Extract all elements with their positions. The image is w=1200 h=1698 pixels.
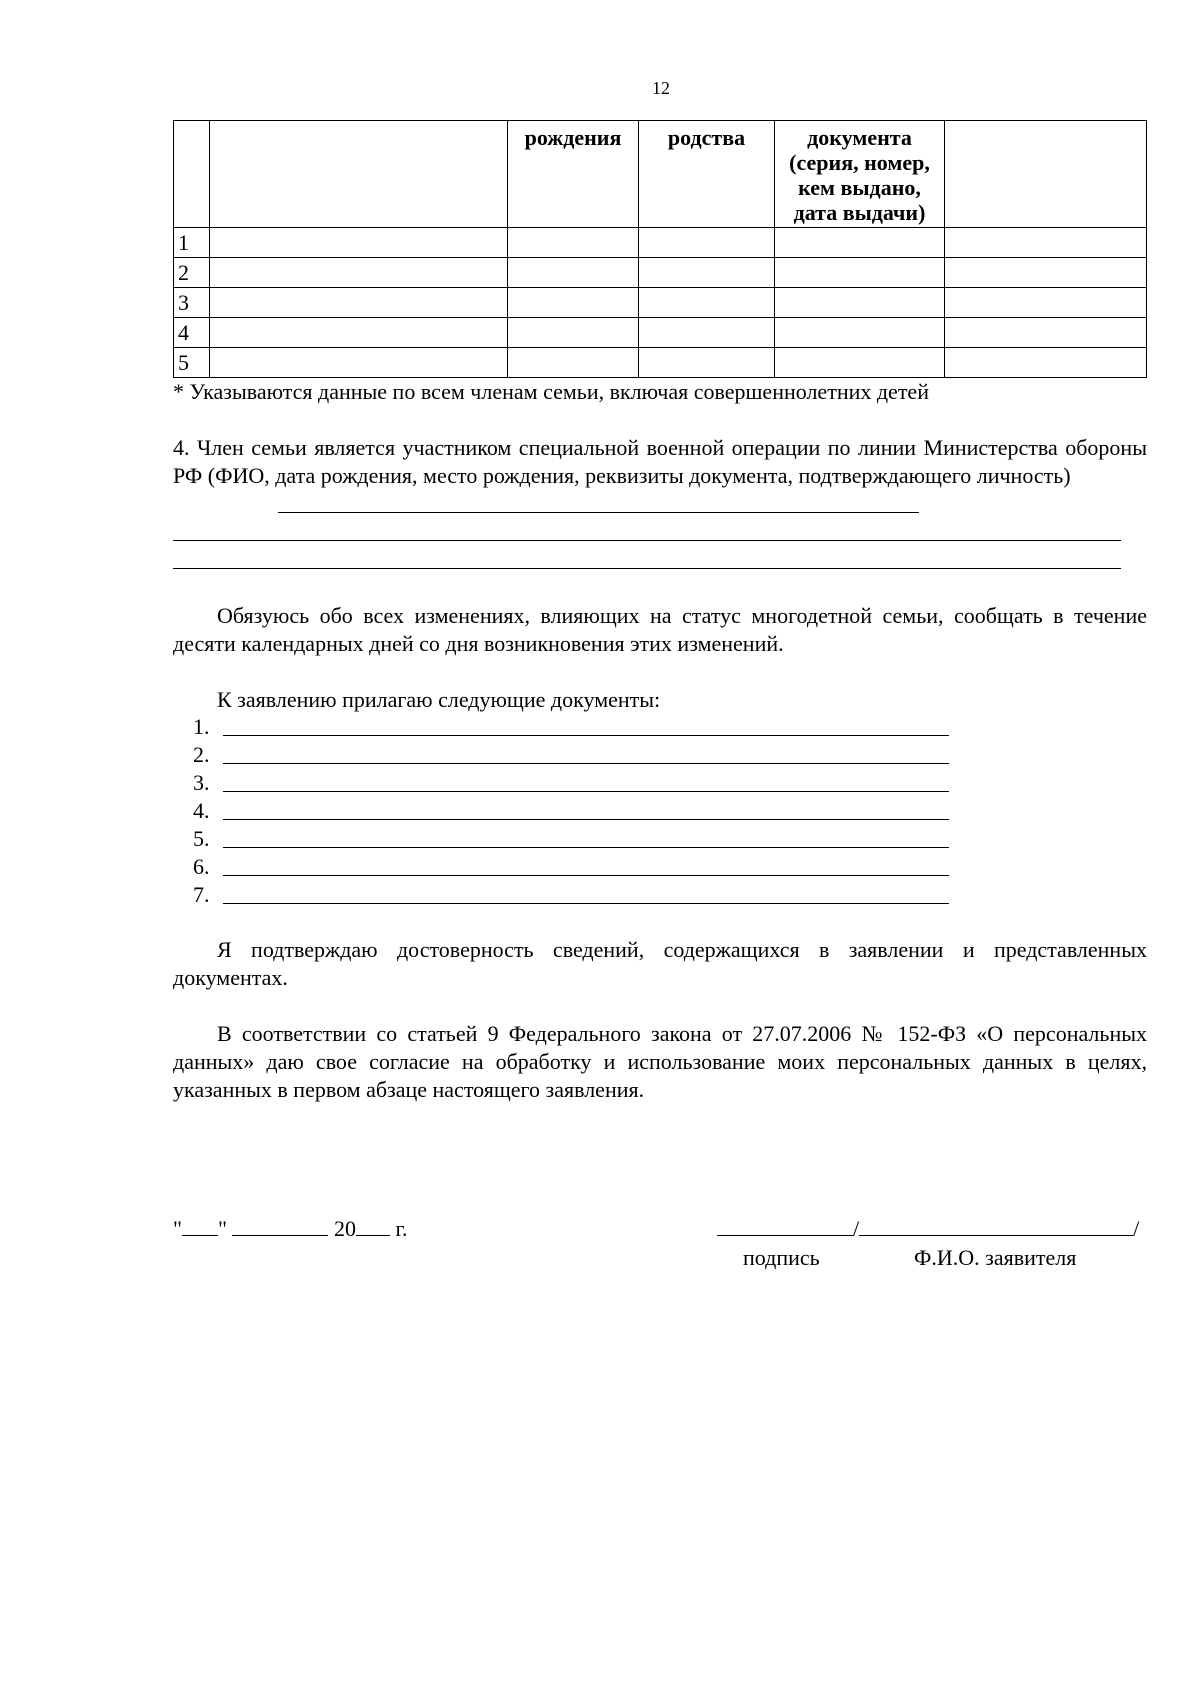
attachments-intro: К заявлению прилагаю следующие документы: [217,687,661,712]
applicant-name-caption: Ф.И.О. заявителя [914,1245,1077,1270]
table-cell[interactable] [508,258,639,288]
attachment-item[interactable] [193,825,221,853]
obligation-paragraph: Обязуюсь обо всех изменениях, влияющих на статус многодетной семьи, сообщать в течение десяти календарных дней со дня возникновения этих изменений. [173,603,1147,656]
header-cell-extra [945,121,1147,228]
attachment-fill-line[interactable] [223,763,949,764]
attachment-fill-line[interactable] [223,791,949,792]
attachment-number: 5. [193,826,210,851]
attachment-number: 2. [193,742,210,767]
signature-slash-1: / [853,1216,860,1241]
table-cell[interactable] [210,228,508,258]
attachment-fill-line[interactable] [223,819,949,820]
table-cell[interactable] [775,228,945,258]
table-cell[interactable] [945,228,1147,258]
table-cell[interactable] [508,288,639,318]
item-4-paragraph: 4. Член семьи является участником специальной военной операции по линии Министерства обороны РФ (ФИО, дата рождения, место рождения, реквизиты документа, подтверждающего личность) [173,435,1147,488]
table-cell[interactable] [210,258,508,288]
date-month-blank[interactable] [232,1215,328,1236]
signature-caption: подпись [743,1245,820,1270]
date-year-blank[interactable] [356,1215,390,1236]
table-cell[interactable] [775,258,945,288]
table-row [174,288,1147,318]
table-cell[interactable] [945,348,1147,378]
attachment-fill-line[interactable] [223,903,949,904]
row-number: 2 [174,258,210,288]
table-cell[interactable] [508,318,639,348]
confirmation-paragraph: Я подтверждаю достоверность сведений, содержащихся в заявлении и представленных документах. [173,937,1147,990]
table-cell[interactable] [639,228,775,258]
header-cell-relation: родства [639,121,775,228]
table-cell[interactable] [945,288,1147,318]
table-cell[interactable] [775,288,945,318]
date-year-suffix: г. [395,1216,408,1241]
table-cell[interactable] [210,348,508,378]
attachment-number: 6. [193,854,210,879]
table-cell[interactable] [508,348,639,378]
table-cell[interactable] [508,228,639,258]
attachment-item[interactable] [193,797,221,825]
table-cell[interactable] [639,258,775,288]
applicant-name-blank[interactable] [859,1215,1133,1236]
date-day-blank[interactable] [182,1215,218,1236]
row-number: 5 [174,348,210,378]
table-cell[interactable] [639,348,775,378]
row-number: 4 [174,318,210,348]
table-row [174,228,1147,258]
signature-blank[interactable] [717,1215,853,1236]
attachment-number: 3. [193,770,210,795]
table-cell[interactable] [210,318,508,348]
family-members-table [173,120,1147,378]
item-4-fill-line-1[interactable] [278,512,919,513]
header-cell-number [174,121,210,228]
consent-paragraph: В соответствии со статьей 9 Федерального закона от 27.07.2006 № 152-ФЗ «О персональных данных» даю свое согласие на обработку и использование моих персональных данных в целях, указанных в первом абзаце настоящего заявления. [173,1021,1147,1102]
attachment-item[interactable] [193,769,221,797]
header-cell-birth: рождения [508,121,639,228]
table-header-row [174,121,1147,228]
attachment-item[interactable] [193,713,221,741]
table-cell[interactable] [775,318,945,348]
attachment-item[interactable] [193,853,221,881]
table-row [174,348,1147,378]
signature-line [717,1215,1139,1242]
table-footnote: * Указываются данные по всем членам семьи, включая совершеннолетних детей [173,379,929,404]
date-quote-open: " [173,1216,182,1241]
table-cell[interactable] [210,288,508,318]
attachment-item[interactable] [193,881,221,909]
table-row [174,318,1147,348]
attachment-item[interactable] [193,741,221,769]
attachment-fill-line[interactable] [223,735,949,736]
item-4-fill-line-2[interactable] [173,540,1121,541]
table-cell[interactable] [639,288,775,318]
table-row [174,258,1147,288]
row-number: 3 [174,288,210,318]
table-cell[interactable] [945,258,1147,288]
signature-slash-2: / [1133,1216,1140,1241]
header-cell-document: документа (серия, номер, кем выдано, дата выдачи) [775,121,945,228]
date-line [173,1215,408,1242]
attachment-number: 4. [193,798,210,823]
attachment-number: 7. [193,882,210,907]
table-cell[interactable] [945,318,1147,348]
date-year-prefix: 20 [333,1216,356,1241]
table-cell[interactable] [639,318,775,348]
attachment-number: 1. [193,714,210,739]
page-number: 12 [652,78,670,98]
header-cell-name [210,121,508,228]
date-quote-close: " [217,1216,227,1241]
attachment-fill-line[interactable] [223,875,949,876]
table-cell[interactable] [775,348,945,378]
item-4-fill-line-3[interactable] [173,568,1121,569]
attachment-fill-line[interactable] [223,847,949,848]
row-number: 1 [174,228,210,258]
